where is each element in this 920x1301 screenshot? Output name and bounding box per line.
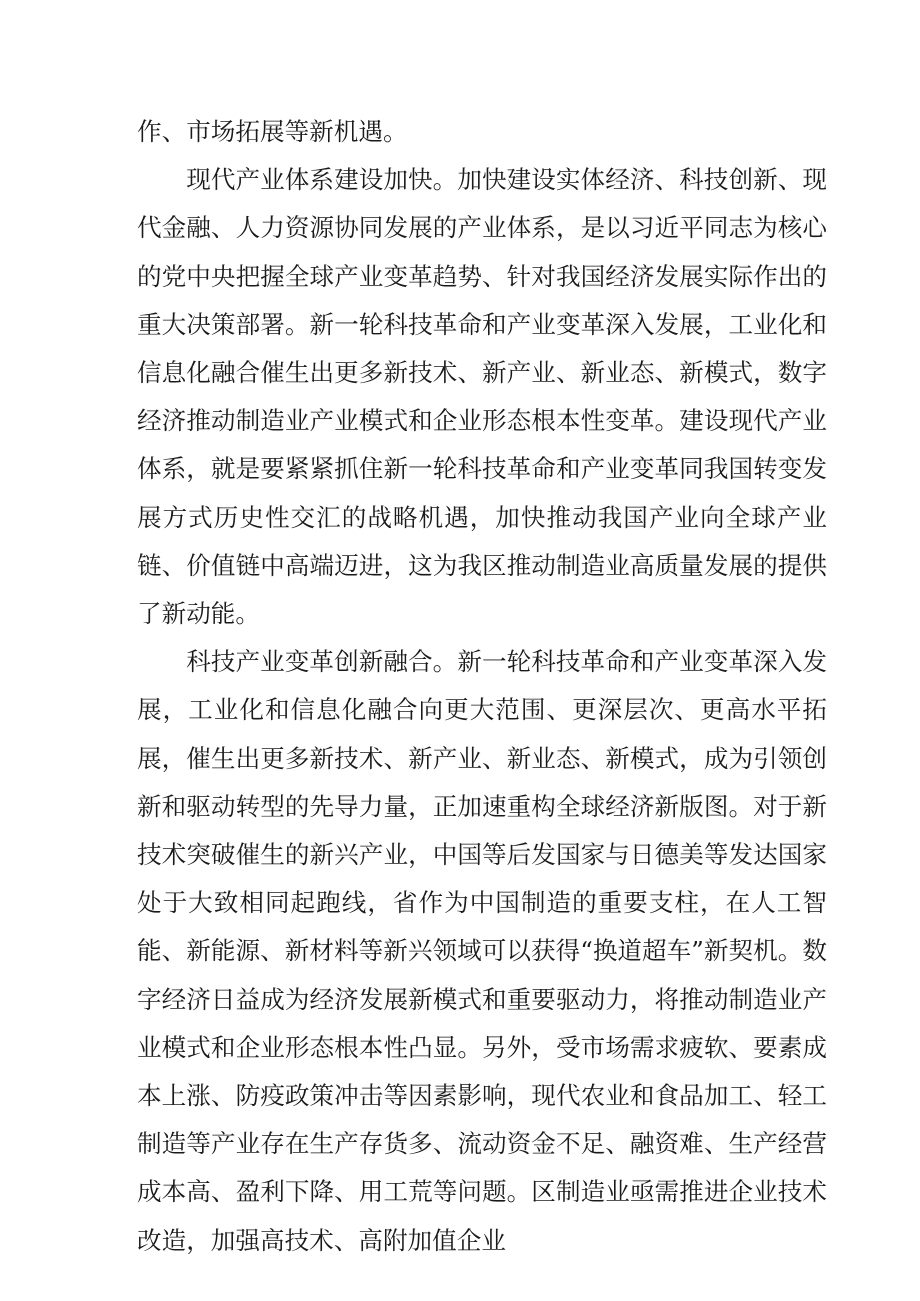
paragraph-modern-industry-system: 现代产业体系建设加快。加快建设实体经济、科技创新、现代金融、人力资源协同发展的产业体系，是以习近平同志为核心的党中央把握全球产业变革趋势、针对我国经济发展实际作出的重大决策部署。新一轮科技革命和产业变革深入发展，工业化和信息化融合催生出更多新技术、新产业、新业态、新模式，数字经济推动制造业产业模式和企业形态根本性变革。建设现代产业体系，就是要紧紧抓住新一轮科技革命和产业变革同我国转变发展方式历史性交汇的战略机遇，加快推动我国产业向全球产业链、价值链中高端迈进，这为我区推动制造业高质量发展的提供了新动能。 xyxy=(137,165,827,629)
paragraph-tech-industry-transformation: 科技产业变革创新融合。新一轮科技革命和产业变革深入发展，工业化和信息化融合向更大范围、更深层次、更高水平拓展，催生出更多新技术、新产业、新业态、新模式，成为引领创新和驱动转型的先导力量，正加速重构全球经济新版图。对于新技术突破催生的新兴产业，中国等后发国家与日德美等发达国家处于大致相同起跑线，省作为中国制造的重要支柱，在人工智能、新能源、新材料等新兴领域可以获得“换道超车”新契机。数字经济日益成为经济发展新模式和重要驱动力，将推动制造业产业模式和企业形态根本性凸显。另外，受市场需求疲软、要素成本上涨、防疫政策冲击等因素影响，现代农业和食品加工、轻工制造等产业存在生产存货多、流动资金不足、融资难、生产经营成本高、盈利下降、用工荒等问题。区制造业亟需推进企业技术改造，加强高技术、高附加值企业 xyxy=(137,647,827,1255)
document-body xyxy=(137,108,827,1265)
paragraph-continuation: 作、市场拓展等新机遇。 xyxy=(137,117,408,146)
